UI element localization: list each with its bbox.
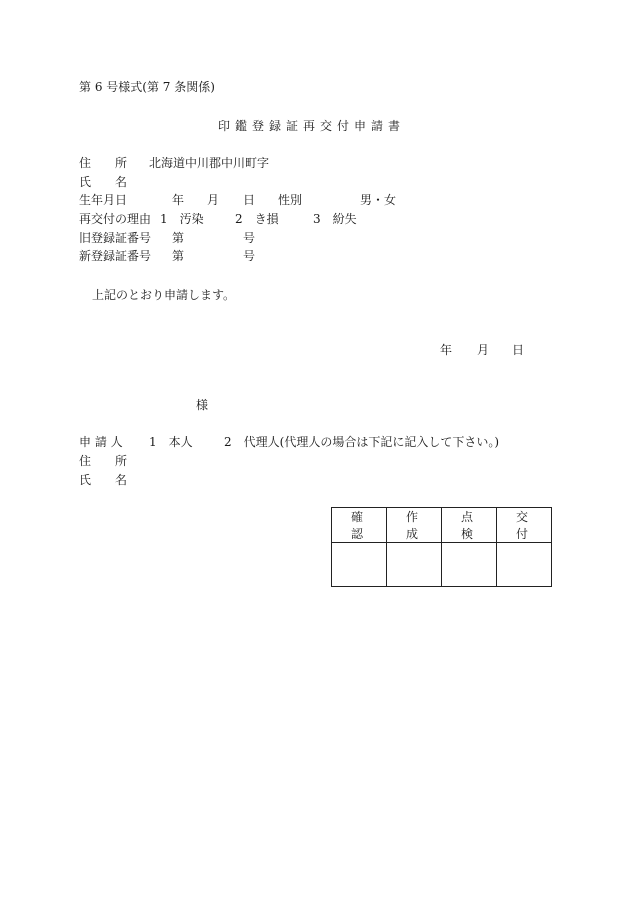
applicant-label: 申 請 人	[79, 435, 123, 449]
birth-day-label: 日	[243, 193, 256, 207]
stamp-header-issue: 交付	[497, 508, 552, 543]
birth-date-label: 生年月日	[79, 193, 128, 207]
old-number-prefix: 第	[172, 231, 185, 245]
reason-option-3: 3 紛失	[313, 212, 357, 226]
applicant-option-agent: 2 代理人(代理人の場合は下記に記入して下さい。)	[224, 435, 500, 449]
address-label: 住 所	[79, 156, 128, 170]
old-number-label: 旧登録証番号	[79, 231, 152, 245]
reason-label: 再交付の理由	[79, 212, 152, 226]
application-date-year: 年	[440, 343, 453, 357]
gender-options: 男・女	[360, 193, 397, 207]
document-title: 印鑑登録証再交付申請書	[218, 119, 406, 133]
reason-option-2: 2 き損	[235, 212, 279, 226]
stamp-header-inspect: 点検	[442, 508, 497, 543]
stamp-box-inspect	[442, 543, 497, 587]
reason-option-1: 1 汚染	[160, 212, 204, 226]
form-number: 第 6 号様式(第 7 条関係)	[79, 80, 215, 94]
stamp-box-row	[332, 543, 552, 587]
stamp-box-issue	[497, 543, 552, 587]
gender-label: 性別	[278, 193, 303, 207]
applicant-name-label: 氏 名	[79, 473, 128, 487]
name-label: 氏 名	[79, 175, 128, 189]
stamp-header-create: 作成	[387, 508, 442, 543]
new-number-label: 新登録証番号	[79, 249, 152, 263]
application-date-month: 月	[477, 343, 490, 357]
stamp-header-row	[332, 508, 552, 543]
birth-month-label: 月	[207, 193, 220, 207]
old-number-suffix: 号	[243, 231, 256, 245]
addressee-honorific: 様	[196, 398, 209, 412]
applicant-address-label: 住 所	[79, 454, 128, 468]
office-stamp-table	[331, 507, 552, 587]
new-number-suffix: 号	[243, 249, 256, 263]
address-value: 北海道中川郡中川町字	[149, 156, 270, 170]
stamp-box-confirm	[332, 543, 387, 587]
application-statement: 上記のとおり申請します。	[92, 288, 236, 302]
application-date-day: 日	[512, 343, 525, 357]
applicant-option-self: 1 本人	[149, 435, 193, 449]
birth-year-label: 年	[172, 193, 185, 207]
stamp-box-create	[387, 543, 442, 587]
stamp-header-confirm: 確認	[332, 508, 387, 543]
new-number-prefix: 第	[172, 249, 185, 263]
